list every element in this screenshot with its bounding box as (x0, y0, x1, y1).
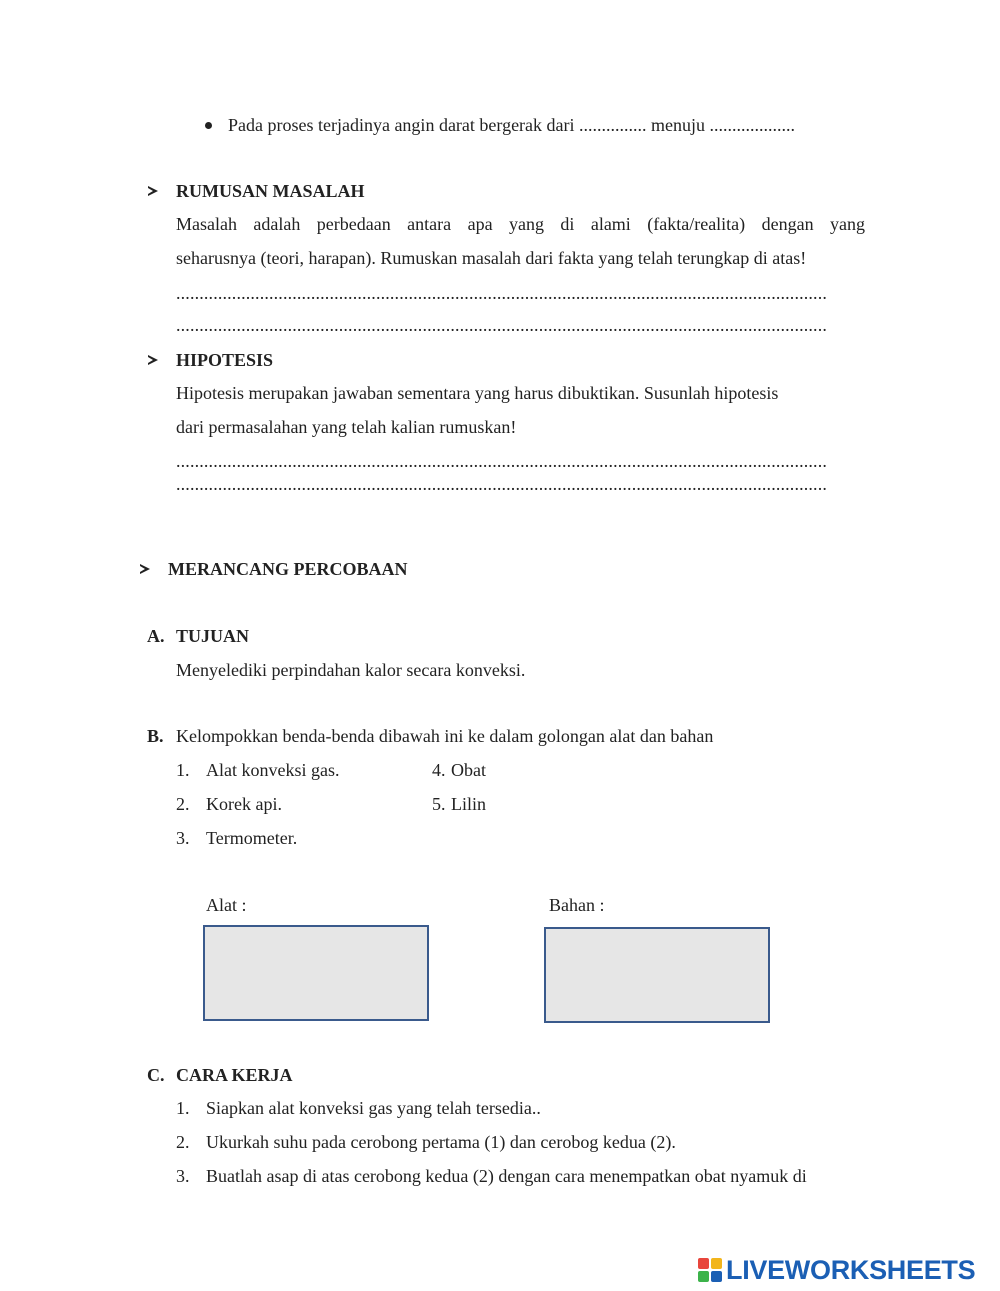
hipotesis-heading: HIPOTESIS (176, 350, 274, 370)
logo-square-blue (711, 1271, 722, 1282)
tujuan-letter: A. (147, 626, 165, 646)
bullet-dot (205, 122, 212, 129)
item-lilin: Lilin (451, 794, 486, 814)
bahan-drop-zone[interactable] (544, 927, 770, 1023)
item-korek-api: Korek api. (206, 794, 282, 814)
hipotesis-text-line2: dari permasalahan yang telah kalian rumuskan! (176, 417, 517, 437)
logo-square-red (698, 1258, 709, 1269)
bullet-question: Pada proses terjadinya angin darat bergerak dari ............... menuju ................... (228, 115, 796, 135)
item-termometer: Termometer. (206, 828, 298, 848)
cara-kerja-heading: CARA KERJA (176, 1065, 293, 1085)
bahan-label: Bahan : (549, 895, 605, 915)
hipotesis-answer-line-2[interactable]: ............................................................................................................................................ (176, 474, 827, 494)
hipotesis-text-line1: Hipotesis merupakan jawaban sementara yang harus dibuktikan. Susunlah hipotesis (176, 383, 779, 403)
liveworksheets-logo-icon (698, 1258, 722, 1282)
kelompok-instruction: Kelompokkan benda-benda dibawah ini ke dalam golongan alat dan bahan (176, 726, 714, 746)
alat-label: Alat : (206, 895, 247, 915)
kelompok-letter: B. (147, 726, 164, 746)
rumusan-heading: RUMUSAN MASALAH (176, 181, 365, 201)
item-obat: Obat (451, 760, 486, 780)
step-number: 3. (176, 1166, 190, 1186)
liveworksheets-logo (698, 1256, 975, 1284)
rumusan-text-line2: seharusnya (teori, harapan). Rumuskan masalah dari fakta yang telah terungkap di atas! (176, 248, 807, 268)
logo-square-yellow (711, 1258, 722, 1269)
alat-drop-zone[interactable] (203, 925, 429, 1021)
step-3-text: Buatlah asap di atas cerobong kedua (2) dengan cara menempatkan obat nyamuk di (206, 1166, 807, 1186)
item-number: 4. (432, 760, 446, 780)
tujuan-heading: TUJUAN (176, 626, 250, 646)
liveworksheets-logo-text: LIVEWORKSHEETS (726, 1254, 976, 1285)
item-number: 2. (176, 794, 190, 814)
logo-square-green (698, 1271, 709, 1282)
merancang-heading: MERANCANG PERCOBAAN (168, 559, 408, 579)
step-number: 1. (176, 1098, 190, 1118)
rumusan-text-line1: Masalah adalah perbedaan antara apa yang di alami (fakta/realita) dengan yang (176, 214, 865, 234)
item-number: 3. (176, 828, 190, 848)
rumusan-answer-line-1[interactable]: ............................................................................................................................................ (176, 283, 827, 303)
item-alat-konveksi-gas: Alat konveksi gas. (206, 760, 340, 780)
rumusan-answer-line-2[interactable]: ............................................................................................................................................ (176, 315, 827, 335)
step-number: 2. (176, 1132, 190, 1152)
step-2-text: Ukurkah suhu pada cerobong pertama (1) dan cerobog kedua (2). (206, 1132, 676, 1152)
item-number: 5. (432, 794, 446, 814)
step-1-text: Siapkan alat konveksi gas yang telah tersedia.. (206, 1098, 541, 1118)
hipotesis-answer-line-1[interactable]: ............................................................................................................................................ (176, 451, 827, 471)
tujuan-text: Menyelediki perpindahan kalor secara konveksi. (176, 660, 526, 680)
item-number: 1. (176, 760, 190, 780)
cara-kerja-letter: C. (147, 1065, 165, 1085)
